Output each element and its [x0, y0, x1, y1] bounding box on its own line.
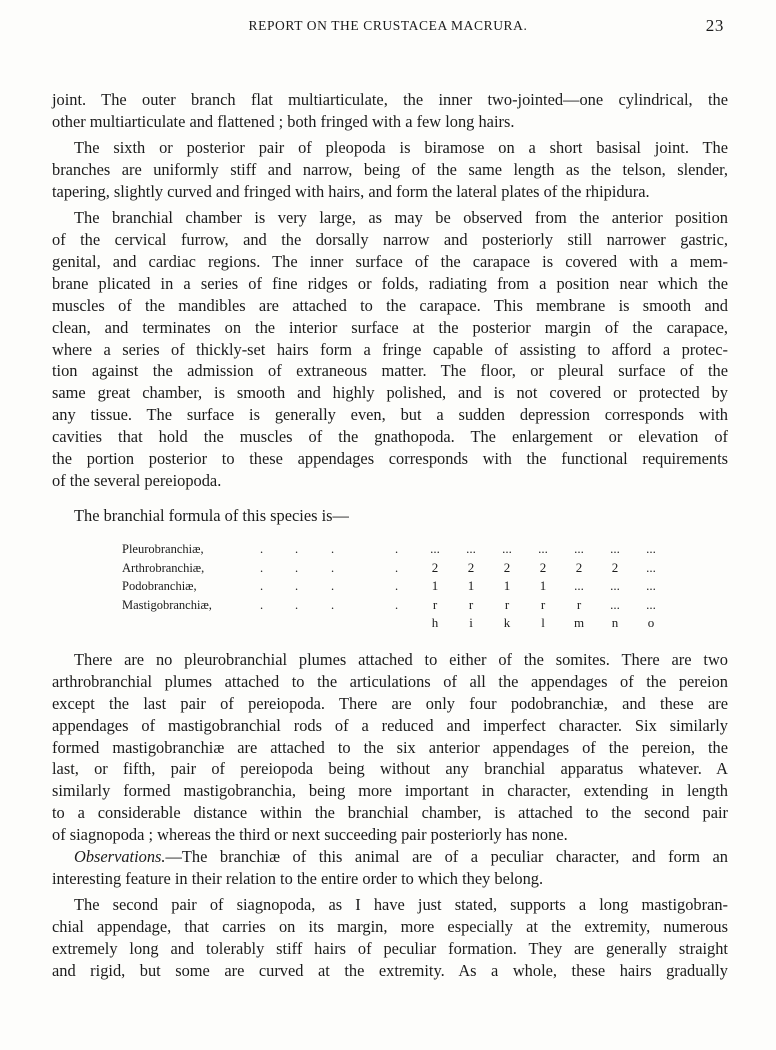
text-line: The branchial formula of this species is— — [74, 506, 349, 526]
page-number: 23 — [705, 16, 724, 35]
table-cell: ... — [646, 559, 656, 575]
text-line: chial appendage, that carries on its margin, more especially at the extremity, numerous — [52, 917, 728, 937]
leader-dot: . — [260, 542, 264, 556]
column-letter: n — [611, 615, 619, 631]
leader-dot: . — [295, 579, 299, 594]
table-cell: ... — [646, 541, 656, 556]
table-cell: ... — [502, 541, 512, 556]
paragraph — [52, 89, 728, 133]
text-line: clean, and terminates on the interior surface at the posterior margin of the carapace, — [52, 317, 728, 337]
text-line: The second pair of siagnopoda, as I have just stated, supports a long mastigobran- — [74, 895, 728, 915]
table-cell: r — [576, 596, 582, 612]
column-letter: m — [573, 615, 585, 631]
text-line: brane plicated in a series of fine ridges or folds, radiating from a position near which the — [52, 273, 728, 293]
leader-dot: . — [260, 597, 264, 612]
leader-dot: . — [295, 542, 299, 556]
column-letter: k — [503, 615, 511, 631]
paragraph — [52, 649, 728, 846]
table-cell: ... — [610, 596, 620, 612]
text-line: The branchial chamber is very large, as may be observed from the anterior position — [74, 208, 728, 228]
text-line: except the last pair of pereiopoda. There are only four podobranchiæ, and these are — [52, 693, 728, 713]
text-line: the portion posterior to these appendages corresponds with the functional requirements — [52, 449, 728, 469]
table-cell: 2 — [431, 559, 439, 575]
table-cell: 2 — [575, 559, 583, 575]
leader-dot: . — [395, 579, 399, 594]
text-line: same great chamber, is smooth and highly polished, and is not covered or protected by — [52, 383, 728, 403]
table-cell: 2 — [503, 559, 511, 575]
leader-dot: . — [331, 542, 335, 556]
leader-dot: . — [260, 560, 264, 575]
table-cell: r — [504, 596, 510, 612]
text-line: formed mastigobranchiæ are attached to the six anterior appendages of the pereion, the — [52, 737, 728, 757]
text-line: joint. The outer branch flat multiarticulate, the inner two-jointed—one cylindrical, the — [52, 90, 728, 109]
text-line: cavities that hold the muscles of the gnathopoda. The enlargement or elevation of — [52, 427, 728, 447]
text-line: of the cervical furrow, and the dorsally narrow and posteriorly still narrower gastric, — [52, 230, 728, 250]
italic-lead: Observations. — [74, 847, 166, 867]
text-line: of the several pereiopoda. — [52, 470, 222, 490]
table-cell: 1 — [503, 578, 511, 594]
table-cell: r — [468, 596, 474, 612]
text-line: other multiarticulate and flattened ; both fringed with a few long hairs. — [52, 111, 515, 131]
text-line: similarly formed mastigobranchia, being more important in character, extending in length — [52, 781, 728, 801]
row-label: Podobranchiæ, — [122, 579, 197, 594]
text-line: tion against the admission of extraneous matter. The floor, or pleural surface of the — [52, 361, 728, 381]
table-cell: ... — [466, 541, 476, 556]
leader-dot: . — [331, 560, 335, 575]
text-line: tapering, slightly curved and fringed with hairs, and form the lateral plates of the rhipidura. — [52, 181, 650, 201]
table-cell: ... — [574, 541, 584, 556]
text-line: and rigid, but some are curved at the extremity. As a whole, these hairs gradually — [52, 960, 728, 980]
table-cell: ... — [430, 541, 440, 556]
running-title: REPORT ON THE CRUSTACEA MACRURA. — [248, 18, 528, 33]
paragraph — [52, 846, 728, 890]
row-label: Mastigobranchiæ, — [122, 597, 212, 612]
table-cell: ... — [538, 541, 548, 556]
text-line: branches are uniformly stiff and narrow, being of the same length as the telson, slender, — [52, 160, 728, 180]
text-line: arthrobranchial plumes attached to the articulations of all the appendages of the pereion — [52, 671, 728, 691]
text-line: where a series of thickly-set hairs form a fringe capable of assisting to afford a protec- — [52, 339, 728, 359]
text-line: Observations.—The branchiæ of this animal are of a peculiar character, and form an — [74, 847, 728, 867]
table-cell: 1 — [431, 578, 439, 594]
leader-dot: . — [395, 560, 399, 575]
column-letter: i — [469, 615, 473, 631]
leader-dot: . — [395, 542, 399, 556]
running-header — [0, 18, 776, 40]
table-cell: ... — [646, 596, 656, 612]
column-letter: h — [431, 615, 439, 631]
text-line: any tissue. The surface is generally even, but a sudden depression corresponds with — [52, 405, 728, 425]
table-cell: ... — [610, 541, 620, 556]
row-label: Arthrobranchiæ, — [122, 560, 205, 575]
leader-dot: . — [395, 597, 399, 612]
leader-dot: . — [331, 579, 335, 594]
table-cell: 2 — [539, 559, 547, 575]
text-line: muscles of the mandibles are attached to the carapace. This membrane is smooth and — [52, 295, 728, 315]
row-label: Pleurobranchiæ, — [122, 542, 204, 556]
text-line: last, or fifth, pair of pereiopoda being without any branchial apparatus whatever. A — [52, 759, 728, 779]
table-cell: ... — [574, 578, 584, 594]
paragraph — [52, 894, 728, 982]
paragraph — [52, 505, 728, 527]
table-cell: 2 — [611, 559, 619, 575]
text-line: There are no pleurobranchial plumes attached to either of the somites. There are two — [74, 650, 728, 669]
table-cell: 2 — [467, 559, 475, 575]
text-line: to a considerable distance within the branchial chamber, is attached to the second pair — [52, 803, 728, 823]
leader-dot: . — [295, 560, 299, 575]
column-letter: o — [647, 615, 655, 631]
column-letter: l — [541, 615, 545, 631]
text-line: genital, and cardiac regions. The inner surface of the carapace is covered with a mem- — [52, 252, 728, 272]
text-line: extremely long and tolerably stiff hairs of peculiar formation. They are generally straight — [52, 939, 728, 959]
table-cell: ... — [610, 578, 620, 594]
paragraph — [52, 137, 728, 203]
leader-dot: . — [295, 597, 299, 612]
text-line: appendages of mastigobranchial rods of a reduced and imperfect character. Six similarly — [52, 715, 728, 735]
table-cell: 1 — [539, 578, 547, 594]
text-line: The sixth or posterior pair of pleopoda is biramose on a short basisal joint. The — [74, 138, 728, 158]
table-cell: 1 — [467, 578, 475, 594]
table-cell: r — [540, 596, 546, 612]
table-cell: ... — [646, 578, 656, 594]
table-cell: r — [432, 596, 438, 612]
leader-dot: . — [331, 597, 335, 612]
leader-dot: . — [260, 579, 264, 594]
text-line: interesting feature in their relation to the entire order to which they belong. — [52, 868, 544, 888]
paragraph — [52, 207, 728, 492]
text-line: of siagnopoda ; whereas the third or next succeeding pair posteriorly has none. — [52, 825, 568, 845]
